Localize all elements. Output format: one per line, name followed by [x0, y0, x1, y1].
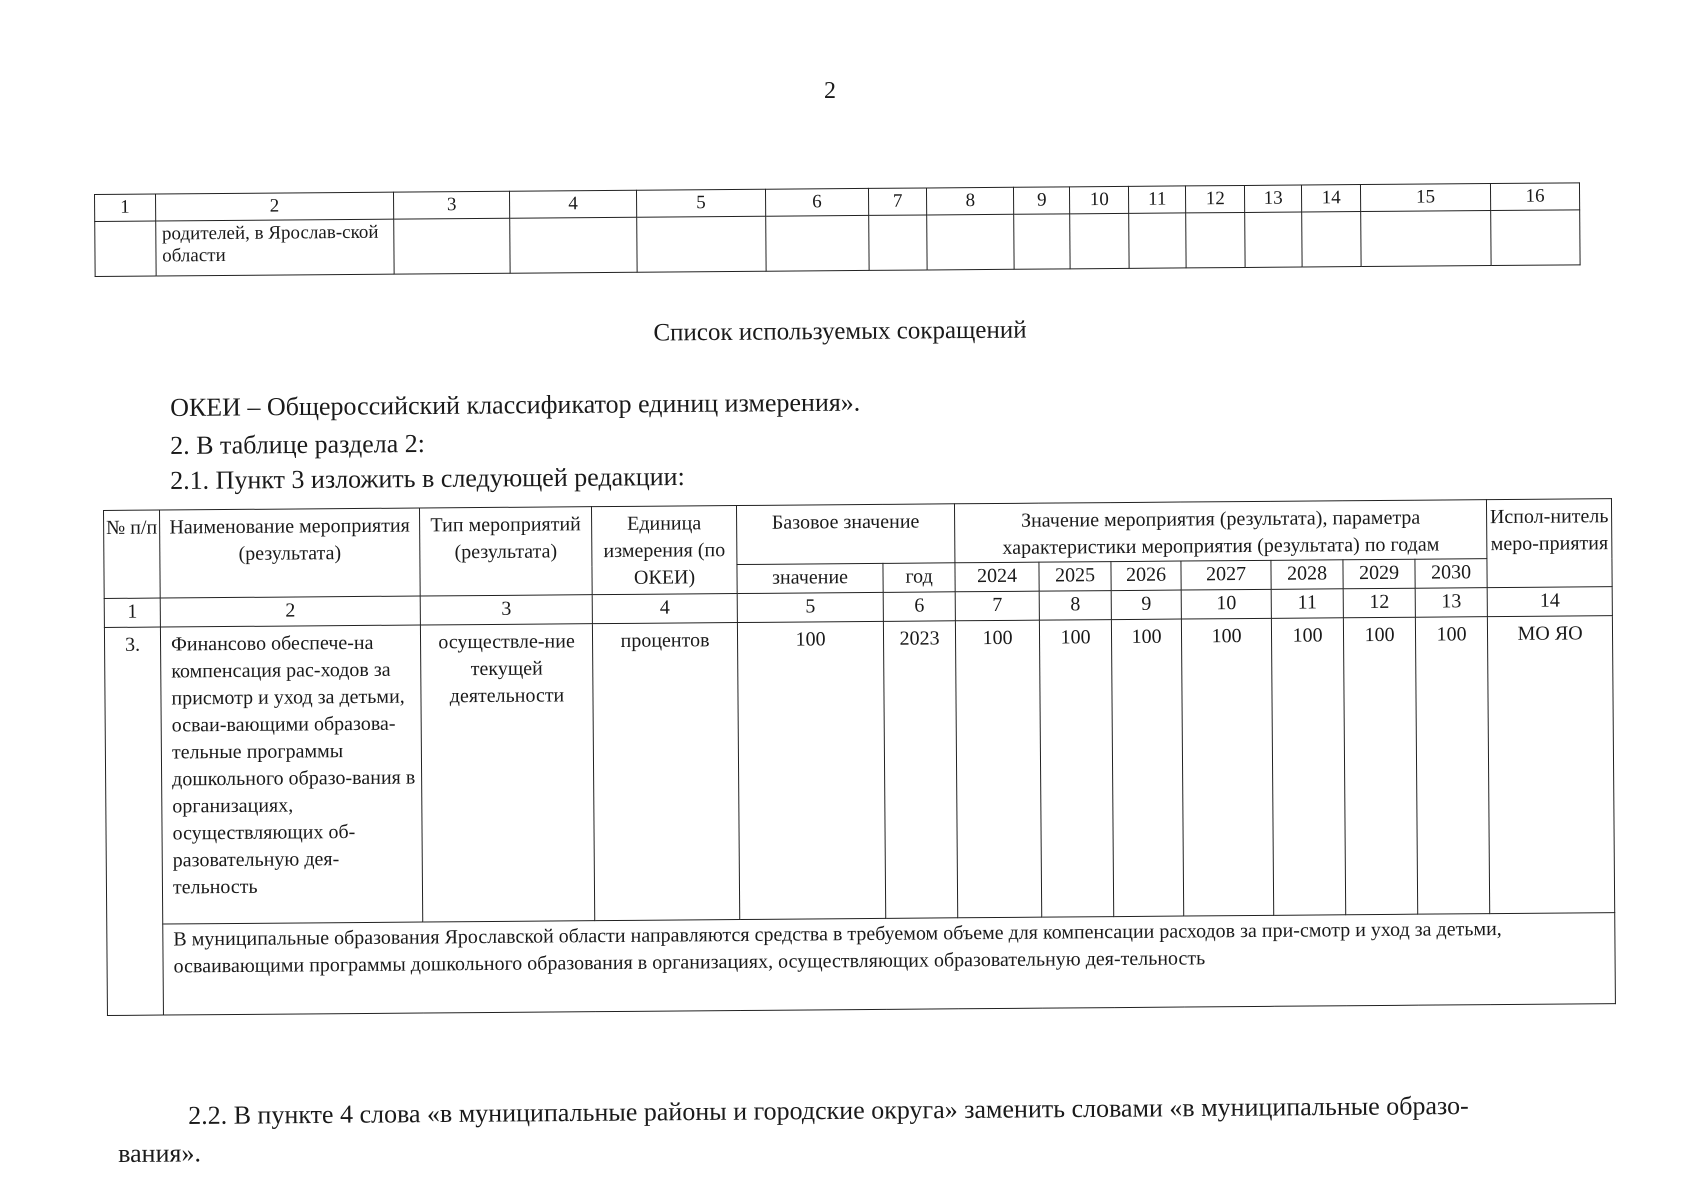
header-name: Наименование мероприятия (результата) — [160, 508, 421, 598]
row-year-value: 100 — [1415, 617, 1489, 915]
row-year-value: 100 — [1343, 617, 1417, 915]
header-num: № п/п — [104, 510, 161, 598]
header-year: 2028 — [1271, 560, 1343, 590]
table-note-row — [107, 913, 1616, 1016]
col-number: 16 — [1490, 183, 1579, 211]
col-number: 10 — [1181, 589, 1271, 619]
col-number: 1 — [104, 598, 160, 627]
col-number: 5 — [636, 189, 765, 217]
header-year: 2027 — [1181, 560, 1271, 590]
col-number: 7 — [868, 188, 927, 215]
col-number: 4 — [510, 190, 637, 218]
row-type: осуществле-ние текущей деятельности — [420, 624, 594, 922]
point-2-2-line-1: 2.2. В пункте 4 слова «в муниципальные районы и городские округа» заменить словами «в муниципальные образо- — [188, 1090, 1469, 1130]
row-name: Финансово обеспече-на компенсация рас-ходов за присмотр и уход за детьми, осваи-вающими образова-тельные программы дошкольного образо-вания в организациях, осуществляющих об-разовательную дея-тельность — [160, 625, 422, 924]
header-year: 2024 — [955, 562, 1039, 592]
col-number: 6 — [765, 188, 868, 216]
col-number: 3 — [394, 191, 510, 219]
continuation-body-row — [95, 210, 1580, 277]
row-base-year: 2023 — [883, 621, 957, 919]
col-number: 3 — [420, 595, 592, 625]
col-number: 6 — [883, 592, 955, 622]
col-number: 2 — [155, 192, 394, 221]
point-2-2-paragraph — [188, 1085, 1628, 1136]
header-year: 2026 — [1111, 561, 1181, 591]
header-year: 2029 — [1343, 559, 1415, 589]
col-number: 11 — [1271, 589, 1343, 619]
page-number: 2 — [824, 78, 836, 104]
header-executor: Испол-нитель меро-приятия — [1487, 499, 1613, 588]
header-year: 2025 — [1039, 562, 1111, 592]
col-number: 8 — [1039, 591, 1111, 621]
col-number: 14 — [1487, 587, 1612, 617]
col-number: 4 — [592, 594, 737, 624]
row-year-value: 100 — [1271, 618, 1345, 916]
row-year-value: 100 — [955, 620, 1041, 918]
point-2-2-paragraph-end: вания». — [118, 1138, 201, 1168]
col-number: 2 — [160, 596, 420, 627]
col-number: 1 — [95, 194, 156, 221]
header-base: Базовое значение — [736, 504, 954, 565]
col-number: 7 — [955, 591, 1039, 621]
col-number: 10 — [1070, 186, 1129, 213]
col-number: 13 — [1415, 588, 1487, 618]
header-unit: Единица измерения (по ОКЕИ) — [591, 506, 737, 595]
continuation-table — [94, 182, 1581, 277]
col-number: 12 — [1343, 588, 1415, 618]
row-unit: процентов — [592, 623, 739, 921]
header-years-group: Значение мероприятия (результата), параметра характеристики мероприятия (результата) по годам — [954, 500, 1487, 563]
header-type: Тип мероприятий (результата) — [419, 507, 592, 596]
col-number: 15 — [1360, 184, 1490, 212]
header-base-year: год — [883, 563, 955, 593]
row-note: В муниципальные образования Ярославской области направляются средства в требуемом объеме для компенсации расходов за при-смотр и уход за детьми, осваивающими программы дошкольного образования в организациях, осуществляющих образовательную дея-тельность — [163, 913, 1616, 1015]
header-year: 2030 — [1415, 559, 1487, 589]
col-number: 12 — [1186, 185, 1245, 212]
col-number: 11 — [1128, 186, 1186, 213]
row-year-value: 100 — [1181, 618, 1273, 916]
abbreviations-title: Список используемых сокращений — [653, 316, 1027, 347]
table-row — [104, 616, 1614, 925]
measures-table — [103, 498, 1616, 1016]
col-number: 14 — [1302, 185, 1361, 212]
row-executor: МО ЯО — [1487, 616, 1614, 914]
table-section-paragraph: 2. В таблице раздела 2: — [170, 428, 426, 460]
okei-paragraph: ОКЕИ – Общероссийский классификатор единиц измерения». — [170, 387, 861, 422]
col-number: 5 — [737, 592, 883, 622]
header-base-value: значение — [737, 563, 883, 593]
row-base-value: 100 — [737, 621, 885, 919]
row-year-value: 100 — [1111, 619, 1183, 917]
col-number: 13 — [1244, 185, 1302, 212]
col-number: 9 — [1014, 187, 1071, 214]
row-num: 3. — [104, 627, 163, 1015]
point-2-1-paragraph: 2.1. Пункт 3 изложить в следующей редакции: — [170, 461, 685, 495]
row-year-value: 100 — [1039, 620, 1113, 918]
continuation-text: родителей, в Ярослав-ской области — [155, 219, 394, 276]
col-number: 8 — [927, 187, 1014, 215]
col-number: 9 — [1111, 590, 1181, 620]
header-row-1 — [104, 499, 1613, 570]
